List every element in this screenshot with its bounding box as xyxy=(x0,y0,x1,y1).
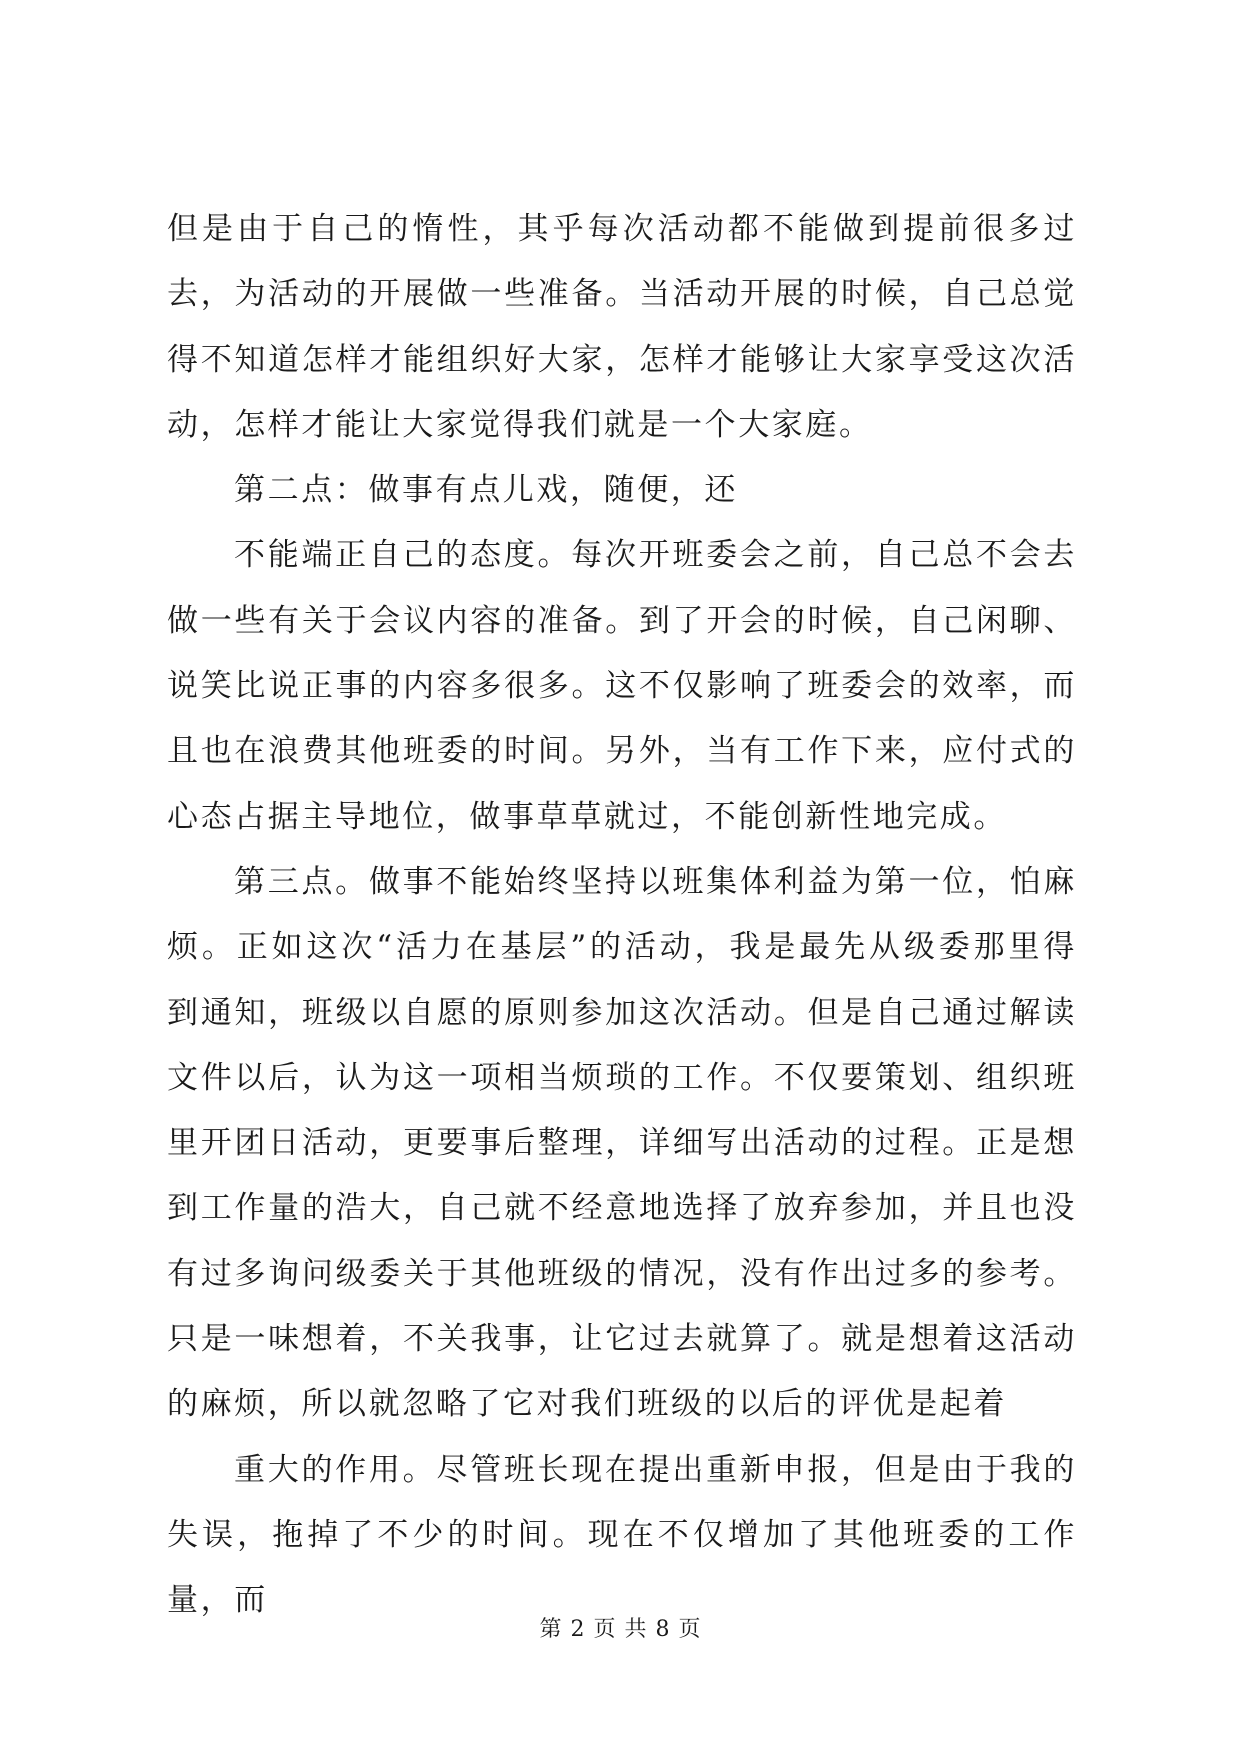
paragraph-5: 重大的作用。尽管班长现在提出重新申报，但是由于我的失误，拖掉了不少的时间。现在不仅增加了其他班委的工作量，而 xyxy=(167,1451,1077,1619)
page-footer: 第 2 页 共 8 页 xyxy=(539,1617,702,1642)
paragraph-4: 第三点。做事不能始终坚持以班集体利益为第一位，怕麻烦。正如这次“活力在基层”的活动，我是最先从级委那里得到通知，班级以自愿的原则参加这次活动。但是自己通过解读文件以后，认为这一项相当烦琐的工作。不仅要策划、组织班里开团日活动，更要事后整理，详细写出活动的过程。正是想到工作量的浩大，自己就不经意地选择了放弃参加，并且也没有过多询问级委关于其他班级的情况，没有作出过多的参考。只是一味想着，不关我事，让它过去就算了。就是想着这活动的麻烦，所以就忽略了它对我们班级的以后的评优是起着 xyxy=(167,863,1077,1423)
document-body xyxy=(167,197,1077,1634)
paragraph-3: 不能端正自己的态度。每次开班委会之前，自己总不会去做一些有关于会议内容的准备。到了开会的时候，自己闲聊、说笑比说正事的内容多很多。这不仅影响了班委会的效率，而且也在浪费其他班委的时间。另外，当有工作下来，应付式的心态占据主导地位，做事草草就过，不能创新性地完成。 xyxy=(167,537,1077,835)
paragraph-2: 第二点：做事有点儿戏，随便，还 xyxy=(234,472,738,509)
paragraph-1: 但是由于自己的惰性，其乎每次活动都不能做到提前很多过去，为活动的开展做一些准备。当活动开展的时候，自己总觉得不知道怎样才能组织好大家，怎样才能够让大家享受这次活动，怎样才能让大家觉得我们就是一个大家庭。 xyxy=(167,211,1077,443)
